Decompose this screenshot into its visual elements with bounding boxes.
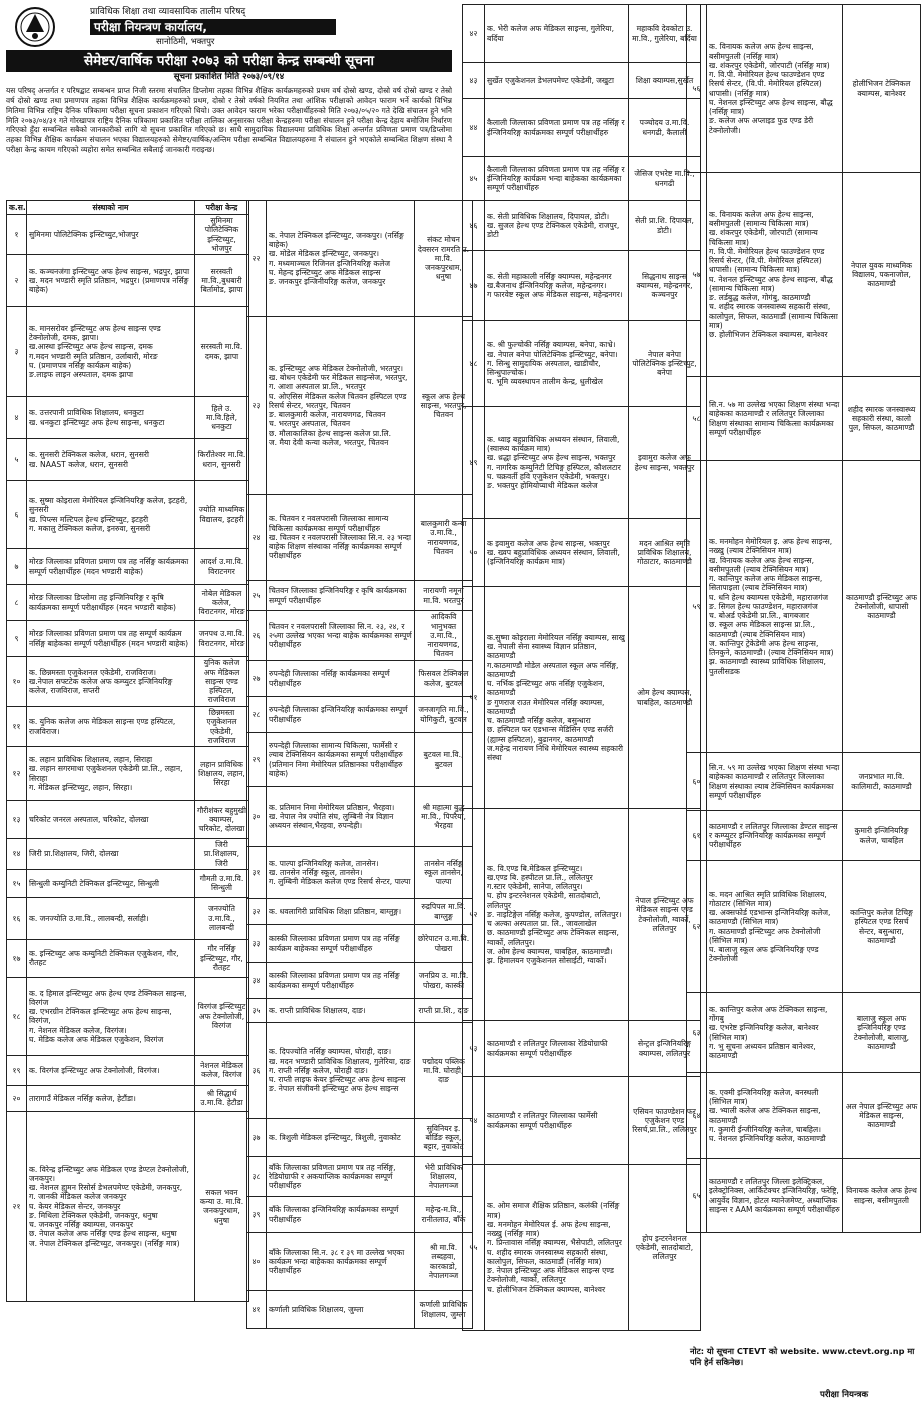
institution-name: काठमाण्डौ र ललितपुर जिल्ला इलेक्ट्रिकल, इलेक्ट्रोनिक्स, आर्किटेक्चर इन्जिनियरिङ्ग, फरेष्ट्रि, आयुर्वेद विज्ञान, होटल म्यानेजमेण्ट, अध्याप्लिक साइन्स र AAM कार्यक्रमका सम्पूर्ण परीक्षार्थीहरु: [707, 1159, 843, 1233]
exam-center: सेन्ट्रल इन्जिनियरिङ्ग क्याम्पस, ललितपुर: [629, 1021, 701, 1077]
exam-center: आदर्श उ.मा.वि. विराटनगर: [195, 549, 249, 585]
website-footnote: नोट: यो सूचना CTEVT को website. www.ctevt.org.np मा पनि हेर्न सकिनेछ।: [690, 1346, 915, 1368]
table-row: [247, 661, 473, 697]
table-row: [687, 993, 921, 1073]
serial-number: ४४: [463, 99, 485, 157]
institution-name: क. युनिक कलेज अफ मेडिकल साइन्स एण्ड हस्पिटल, राजविराज।: [27, 707, 195, 747]
exam-center: सिद्धनाथ साइन्स क्याम्पस, महेन्द्रनगर, कञ्चनपुर: [629, 251, 701, 321]
table-row: [7, 255, 249, 307]
institution-name: क. भेरी कलेज अफ मेडिकल साइन्स, गुलेरिया, बर्दिया: [485, 5, 629, 63]
table-row: [687, 1159, 921, 1233]
exam-center: ओम हेल्थ क्याम्पस, चाबहिल, काठमाण्डौ: [629, 587, 701, 809]
institution-name: क. विनायक कलेज अफ हेल्थ साइन्स, बसीमपुतली (नर्सिङ्ग मात्र) ख. शंकरपुर एकेडेमी, जोरपाटी (नर्सिङ्ग मात्र) ग. वि.पी. मेमोरियल हेल्थ फाउण्डेशन एण्ड रिसर्च सेन्टर, (वि.पी. मेमोरियल हस्पिटल) धापासी। (नर्सिङ्ग मात्र) घ. नेशनल इन्स्टिच्युट अफ हेल्थ साइन्स, बौद्ध (नर्सिङ्ग मात्र) ङ. कलेज अफ अप्लाइड फुड एण्ड डेरी टेक्नोलोजी।: [707, 5, 843, 173]
institution-name: क. विरगंज इन्स्टिच्युट अफ टेक्नोलोजी, विरगंज।: [27, 1055, 195, 1085]
institution-name: तारागाउँ मेडिकल नर्सिङ्ग कलेज, हेटौंडा।: [27, 1085, 195, 1111]
table-row: [7, 215, 249, 255]
exam-center: अल नेपाल इन्स्टिच्युट अफ मेडिकल साइन्स, काठमाण्डौ: [843, 1073, 921, 1159]
exam-center: छोरेपाटन उ.मा.वि. पोखरा: [415, 925, 473, 963]
exam-center: जनजागृति मा.वि., योगिकुटी, बुटवल: [415, 697, 473, 733]
table-row: [463, 407, 701, 519]
serial-number: ५७: [687, 173, 707, 377]
institution-name: क. कान्तिपुर कलेज अफ टेक्निकल साइन्स, गोंगबु ख. एभरेष्ट इन्जिनियरिङ्ग कलेज, बानेश्वर (सिभिल मात्र) ग. भु सूचना अध्ययन प्रतिष्ठान बानेश्वर, काठमाण्डौ: [707, 993, 843, 1073]
serial-number: ६४: [687, 1073, 707, 1159]
serial-number: ३३: [247, 925, 267, 963]
exam-center: नेशनल मेडिकल कलेज, विरगंज: [195, 1055, 249, 1085]
institution-name: कैलाली जिल्लाका प्रविणता प्रमाण पत्र तह नर्सिङ्ग र ईन्जिनियरिङ्ग कार्यक्रम भन्दा बाहेकका कार्यक्रमका सम्पूर्ण परीक्षार्थीहरु: [485, 157, 629, 201]
table-row: [7, 439, 249, 481]
exam-center: स्कूल अफ हेल्थ साइन्स, भरतपुर, चितवन: [415, 317, 473, 495]
table-row: [463, 1021, 701, 1077]
exam-center: इवामुरा कलेज अफ हेल्थ साइन्स, भक्तपुर: [629, 407, 701, 519]
institution-name: चितवन र नवलपरासी जिल्लाका सि.न. २३, २४, र २५मा उल्लेख भएका भन्दा बाहेक कार्यक्रमका सम्पूर्ण परीक्षार्थीहरु: [267, 611, 415, 661]
exam-center-table-column-4: [686, 4, 921, 1233]
exam-center: जनप्रिय उ. मा.वि. पोखरा, कास्की: [415, 963, 473, 999]
serial-number: ४९: [463, 407, 485, 519]
institution-name: क. सुष्मा कोइराला मेमोरियल इन्जिनियरिङ्ग कलेज, इटहरी, सुनसरी ख. पिप्ल्स मल्टिपल हेल्थ इन्स्टिच्युट, इटहरी ग. मकालु टेक्निकल कलेज, इनरुवा, सुनसरी: [27, 481, 195, 549]
institution-name: मोरङ जिल्लाका डिप्लोमा तह इन्जिनियरिङ्ग र कृषि कार्यक्रमका सम्पूर्ण परीक्षार्थीहरु (मदन भण्डारी बाहेक): [27, 585, 195, 621]
table-row: [7, 1055, 249, 1085]
office-name: परीक्षा नियन्त्रण कार्यालय,: [90, 19, 336, 35]
table-row: [247, 697, 473, 733]
table-row: [463, 809, 701, 1021]
table-row: [7, 657, 249, 707]
header-institution: संस्थाको नाम: [27, 201, 195, 215]
table-row: [247, 925, 473, 963]
ctevt-emblem-icon: [14, 6, 56, 48]
header-serial: क.स.: [7, 201, 27, 215]
exam-center: शहीद स्मारक जनस्वास्थ्य सहकारी संस्था, कालो पुल, सिफल, काठमाण्डौ: [843, 377, 921, 461]
institution-name: क. एक्मी इन्जिनियरिङ्ग कलेज, बनस्थली (सिभिल मात्र) ख. भ्याली कलेज अफ टेक्निकल साइन्स, काठमाण्डौ ग. कुमारी ईन्जीनियरिङ्ग कलेज, चाबहिल। घ. नेशनल इन्जिनियरिङ्ग कलेज, काठमाण्डौ: [707, 1073, 843, 1159]
institution-name: चरिकोट जनरल अस्पताल, चरिकोट, दोलखा: [27, 801, 195, 839]
table-row: [463, 99, 701, 157]
table-row: [247, 899, 473, 925]
institution-name: रुपन्देही जिल्लाका सामान्य चिकित्सा, फार्मेसी र ल्याब टेक्निसियन कार्यक्रमका सम्पूर्ण परीक्षार्थीहरु (प्रतिमान निमा मेमोरियल प्रतिष्ठानका परीक्षार्थीहरु बाहेक): [267, 733, 415, 787]
exam-center: पञ्चोदय उ.मा.वि. धनगढी, कैलाली: [629, 99, 701, 157]
table-row: [687, 377, 921, 461]
exam-center: श्री महात्मा बुद्ध मा.वि., पिपरैया, भैरहवा: [415, 787, 473, 847]
exam-center-table-column-2: [246, 200, 473, 1329]
table-row: [7, 897, 249, 939]
institution-name: क. चितवन र नवलपरासी जिल्लाका सामान्य चिकित्सा कार्यक्रमका सम्पूर्ण परीक्षार्थीहरु ख. चितवन र नवलपरासी जिल्लाका सि.न. २३ भन्दा बाहेक शिक्षण संस्थाका नर्सिङ्ग कार्यक्रमका सम्पूर्ण परीक्षार्थीहरु: [267, 495, 415, 581]
institution-name: क. कञ्चनजंगा इन्स्टिच्युट अफ हेल्थ साइन्स, भद्रपुर, झापा ख. मदन भण्डारी स्मृति प्रतिष्ठान, भद्रपुर। (प्रमाणपत्र नर्सिङ्ग बाहेक): [27, 255, 195, 307]
exam-center: छिन्नमस्ता एजुकेशनल एकेडेमी, राजविराज: [195, 707, 249, 747]
institution-name: क. लहान प्राविधिक शिक्षालय, लहान, सिराहा ख. लहान सगरमाथा एजुकेशनल एकेडेमी प्रा.लि., लहान, सिराहा ग. मेडिकल इन्स्टिच्युट, लहान, सिरहा।: [27, 747, 195, 801]
institution-name: क. श्री फुल्चोकी नर्सिङ्ग क्याम्पस, बनेपा, काभ्रे। ख. नेपाल बनेपा पोलिटेक्निक इन्स्टिच्युट, बनेपा। ग. सिन्धु सामुदायिक अस्पताल, खाडीचौर, सिन्धुपाल्चोक। घ. भूमि व्यवस्थापन तालीम केन्द्र, धुलीखेल: [485, 321, 629, 407]
serial-number: १२: [7, 747, 27, 801]
exam-center: होलीभिजन टेक्निकल क्याम्पस, बानेश्वर: [843, 5, 921, 173]
serial-number: ५८: [687, 377, 707, 461]
table-row: [463, 587, 701, 809]
serial-number: ३९: [247, 1197, 267, 1233]
exam-center: सकल भवन कन्या उ. मा.वि. जनकपुरधाम, धनुषा: [195, 1111, 249, 1301]
exam-center: विनायक कलेज अफ हेल्थ साइन्स, बसीमपुतली: [843, 1159, 921, 1233]
institution-name: क. राप्ती प्राविधिक शिक्षालय, दाङ।: [267, 999, 415, 1023]
exam-center: एसियन फाउण्डेशन फर एजुकेशन एण्ड रिसर्च,प्रा.लि., ललितपुर: [629, 1077, 701, 1165]
institution-name: क. उत्तरपानी प्राविधिक शिक्षालय, धनकुटा ख. धनकुटा इन्स्टिच्युट अफ हेल्थ साइन्स, धनकुटा: [27, 397, 195, 439]
serial-number: ५१: [463, 587, 485, 809]
institution-name: सिन्धुली कम्युनिटी टेक्निकल इन्स्टिच्युट, सिन्धुली: [27, 869, 195, 897]
serial-number: १: [7, 215, 27, 255]
exam-center: आदिकवि भानुभक्त उ.मा.वि., नारायणगढ, चितवन: [415, 611, 473, 661]
serial-number: २२: [247, 201, 267, 317]
table-row: [7, 939, 249, 977]
table-row: [247, 581, 473, 611]
exam-center: सरस्वती मा.वि. दमक, झापा: [195, 307, 249, 397]
institution-name: क. छिन्नमस्ता एजुकेशनल एकेडेमी, राजविराज। ख.नेपाल सफ्टटेक कलेज अफ कम्प्युटर इन्जिनियरिङ्ग कलेज, राजविराज, सप्तरी: [27, 657, 195, 707]
institution-name: बाँके जिल्लाका इन्जिनियरिङ्ग कार्यक्रमका सम्पूर्ण परीक्षार्थीहरु: [267, 1197, 415, 1233]
exam-center: कुमारी इन्जिनियरिङ्ग कलेज, चाबहिल: [843, 811, 921, 861]
institution-name: क. जनज्योति उ.मा.वि., लालबन्दी, सर्लाही।: [27, 897, 195, 939]
serial-number: २३: [247, 317, 267, 495]
exam-center: गौरीशंकर बहुमुखी क्याम्पस, चरिकोट, दोलखा: [195, 801, 249, 839]
exam-center: बालकुमारी कन्या उ.मा.वि., नारायणगढ, चितवन: [415, 495, 473, 581]
table-row: [247, 999, 473, 1023]
institution-name: क. पाल्पा इन्जिनियरिङ्ग कलेज, तानसेन। ख. तानसेन नर्सिङ्ग स्कूल, तानसेन। ग. लुम्बिनी मेडिकल कलेज एण्ड रिसर्च सेन्टर, पाल्पा: [267, 847, 415, 899]
exam-center: युनिक कलेज अफ मेडिकल साइन्स एण्ड हस्पिटल, राजविराज: [195, 657, 249, 707]
serial-number: १७: [7, 939, 27, 977]
serial-number: २१: [7, 1111, 27, 1301]
institution-name: रुपन्देही जिल्लाका नर्सिङ्ग कार्यक्रमका सम्पूर्ण परीक्षार्थीहरु: [267, 661, 415, 697]
table-row: [247, 317, 473, 495]
table-row: [7, 549, 249, 585]
serial-number: ४८: [463, 321, 485, 407]
exam-center: हिले उ. मा.वि.हिले, धनकुटा: [195, 397, 249, 439]
signoff: परीक्षा नियन्त्रक: [820, 1390, 869, 1400]
institution-name: क. द हिमाल इन्स्टिच्युट अफ हेल्थ एण्ड टेक्निकल साइन्स, विरगंज ख. एभरग्रीन टेक्निकल इन्स्टिच्युट अफ हेल्थ साइन्स, विरगंज, ग. नेशनल मेडिकल कलेज, विरगंज। घ. मेडिक कलेज अफ मेडिकल एजुकेशन, विरगंज: [27, 977, 195, 1055]
exam-center: श्री सिद्धार्थ उ.मा.वि. हेटौडा: [195, 1085, 249, 1111]
serial-number: ४५: [463, 157, 485, 201]
exam-center: होप इन्टरनेशनल एकेडेमी, सातदोबाटो, ललितपुर: [629, 1165, 701, 1331]
header-exam-center: परीक्षा केन्द्र: [195, 201, 249, 215]
serial-number: २४: [247, 495, 267, 581]
table-row: [7, 307, 249, 397]
serial-number: ३: [7, 307, 27, 397]
table-row: [687, 173, 921, 377]
institution-name: क. प्रतिमान निमा मेमोरियल प्रतिष्ठान, भैरहवा। ख. नेपाल नेत्र ज्योति संघ, लुम्बिनी नेत्र विज्ञान अध्ययन संस्थान,भैरहवा, रुपन्देही।: [267, 787, 415, 847]
exam-center: सुविनियर इ. बोर्डिङ स्कूल, बट्टार, नुवाकोट: [415, 1119, 473, 1157]
serial-number: ६३: [687, 993, 707, 1073]
institution-name: क. मदन आश्रित स्मृति प्राविधिक शिक्षालय, गोठाटार (सिभिल मात्र) ख. अक्सफोर्ड एडभान्स इन्जिनियरिङ्ग कलेज, काठमाण्डौ (सिभिल मात्र) ग. काठमाण्डौ इन्स्टिच्युट अफ टेक्नोलोजी (सिभिल मात्र) घ. बालाजु स्कूल अफ इन्जिनियरिङ्ग एण्ड टेक्नोलोजी: [707, 861, 843, 993]
institution-name: सि.न. ५७ मा उल्लेख भएका शिक्षण संस्था भन्दा बाहेकका काठमाण्डौ र ललितपुर जिल्लाका शिक्षण संस्थाका सामान्य चिकित्सा कार्यक्रमका सम्पूर्ण परीक्षार्थीहरु: [707, 377, 843, 461]
institution-name: रुपन्देही जिल्लाका इन्जिनियरिङ्ग कार्यक्रमका सम्पूर्ण परीक्षार्थीहरु: [267, 697, 415, 733]
exam-center: महाकवि देवकोटा उ. मा.वि., गुलेरिया, बर्दिया: [629, 5, 701, 63]
exam-center: शिक्षा क्याम्पस,सुर्खेत: [629, 63, 701, 99]
institution-name: बाँके जिल्लाका सि.न. ३८ र ३९ मा उल्लेख भएका कार्यक्रम भन्दा बाहेकका कार्यक्रमका सम्पूर्ण परीक्षार्थीहरु: [267, 1233, 415, 1291]
serial-number: १५: [7, 869, 27, 897]
table-row: [7, 977, 249, 1055]
exam-center: नारायणी नमूना मा.वि. भरतपुर: [415, 581, 473, 611]
serial-number: १३: [7, 801, 27, 839]
serial-number: २५: [247, 581, 267, 611]
exam-center: जनज्योति उ.मा.वि., लालबन्दी: [195, 897, 249, 939]
table-row: [7, 869, 249, 897]
exam-center: गौर नर्सिङ्ग इन्स्टिच्युट, गौर, रौतहट: [195, 939, 249, 977]
table-row: [463, 1165, 701, 1331]
table-row: [463, 1077, 701, 1165]
serial-number: ५: [7, 439, 27, 481]
exam-center: नेपाल इन्स्टिच्युट अफ मेडिकल साइन्स एण्ड टेक्नोलोजी, ग्वार्को, ललितपुर: [629, 809, 701, 1021]
table-row: [7, 801, 249, 839]
table-row: [247, 847, 473, 899]
institution-name: मोरङ जिल्लाका प्रविणता प्रमाण पत्र तह नर्सिङ्ग कार्यक्रमका सम्पूर्ण परीक्षार्थीहरु (मदन भण्डारी बाहेक): [27, 549, 195, 585]
table-row: [247, 1119, 473, 1157]
institution-name: क.सुष्मा कोइराला मेमोरियल नर्सिङ्ग क्याम्पस, साखु ख. नेपाली सेना स्वास्थ्य विज्ञान प्रतिष्ठान, काठमाण्डौ ग.काठमाण्डौ मोडेल अस्पताल स्कूल अफ नर्सिङ्ग, काठमाण्डौ घ. नर्भिक इन्स्टिच्युट अफ नर्सिङ्ग एजुकेशन, काठमाण्डौ ङ गुणराज राउत मेमोरियल नर्सिङ्ग क्याम्पस, काठमाण्डौ च. काठमाण्डौ नर्सिङ्ग कलेज, बसुन्धारा छ. हस्पिटल फर एडभान्स मेडिसिन एण्ड सर्जरी (ह्याम्स हस्पिटल), बुढानगर, काठमाण्डौ ज.महेन्द्र नारायण निधि मेमोरियल स्वास्थ्य सहकारी संस्था: [485, 587, 629, 809]
serial-number: ९: [7, 621, 27, 657]
publish-date: सूचना प्रकाशित मिति २०७३/०९/१४: [173, 72, 285, 82]
exam-center: मदन आश्रित स्मृति प्राविधिक शिक्षालय, गोठाटार, काठमाण्डौ: [629, 519, 701, 587]
table-row: [463, 5, 701, 63]
table-row: [247, 733, 473, 787]
table-row: [7, 1085, 249, 1111]
institution-name: क. नेपाल टेक्निकल इन्स्टिच्युट, जनकपुर। (नर्सिङ्ग बाहेक) ख. मोडेल मेडिकल इन्स्टिच्युट, जनकपुर। ग. मध्यमाञ्चल रिजिनल इन्जिनियरिङ्ग कलेज घ. मेहन्द इन्स्टिच्युट अफ मेडिकल साइन्स ङ. जनकपुर इन्जिनीयरिङ्ग कलेज, जनकपुर: [267, 201, 415, 317]
table-row: [247, 495, 473, 581]
notice-header: [6, 4, 452, 76]
institution-name: क. ओम समाज शैक्षिक प्रतिष्ठान, कलंकी (नर्सिङ्ग मात्र) ख. मनमोहन मेमोरियल ई. अफ हेल्थ साइन्स, नख्खु (नर्सिङ्ग मात्र) ग. प्रिन्तावास नर्सिङ्ग क्याम्पस, भैसेपाटी, ललितपुर घ. शहीद स्मारक जनस्वास्थ्य सहकारी संस्था, कालोपुल, सिफल, काठमाडौं (नर्सिङ्ग मात्र) ङ. नेपाल इन्स्टिच्युट अफ मेडिकल साइन्स एण्ड टेक्नोलोजी, ग्वार्को, ललितपुर च. होलीभिजन टेक्निकल क्याम्पस, बानेश्वर: [485, 1165, 629, 1331]
institution-name: सि.न. ५९ मा उल्लेख भएका शिक्षण संस्था भन्दा बाहेकका काठमाण्डौ र ललितपुर जिल्लाका शिक्षण संस्थाका ल्याब टेक्निसियन कार्यक्रमका सम्पूर्ण परीक्षार्थीहरु: [707, 753, 843, 811]
exam-center: जनप्रभात मा.वि. कालिमाटी, काठमाण्डौ: [843, 753, 921, 811]
exam-center: श्री मा.वि. लब्दहवा, कारकाडो, नेपालगञ्ज: [415, 1233, 473, 1291]
serial-number: ५२: [463, 809, 485, 1021]
table-row: [687, 5, 921, 173]
exam-center: तानसेन नर्सिङ्ग स्कूल तानसेन, पाल्पा: [415, 847, 473, 899]
table-row: [247, 1197, 473, 1233]
table-row: [7, 747, 249, 801]
serial-number: ६०: [687, 753, 707, 811]
institution-name: क. त्रिशुली मेडिकल इन्स्टिच्युट, त्रिशुली, नुवाकोट: [267, 1119, 415, 1157]
serial-number: ३५: [247, 999, 267, 1023]
exam-center: रुद्रपिपल मा.वि. बाग्लुङ्ग: [415, 899, 473, 925]
exam-center: विरगंज इन्स्टिच्युट अफ टेक्नोलोजी, विरगंज: [195, 977, 249, 1055]
serial-number: ४३: [463, 63, 485, 99]
exam-center: नेपाल युवक माध्यमिक विद्यालय, पकनाजोल, काठमाण्डौ: [843, 173, 921, 377]
institution-name: सुमिनमा पोलिटेक्निक इन्स्टिच्युट,भोजपुर: [27, 215, 195, 255]
exam-center: महेन्द्र-म.वि., रानीतलाउ, बाँके: [415, 1197, 473, 1233]
exam-center: गौमती उ.मा.वि. सिन्धुली: [195, 869, 249, 897]
exam-center: जिरी प्रा.शिक्षालय, जिरी: [195, 839, 249, 870]
institution-name: क. विनायक कलेज अफ हेल्थ साइन्स, बसीमपुतली (सामान्य चिकित्सा मात्र) ख. शंकरपुर एकेडेमी, जोरपाटी (सामान्य चिकित्सा मात्र) ग. वि.पी. मेमोरियल हेल्थ फाउण्डेशन एण्ड रिसर्च सेन्टर, (वि.पी. मेमोरियल हस्पिटल) धापासी। (सामान्य चिकित्सा मात्र) घ. नेशनल इन्स्टिच्युट अफ हेल्थ साइन्स, बौद्ध (सामान्य चिकित्सा मात्र) ङ. लर्डबुद्ध कलेज, गोगंबु, काठमाण्डौ च. शहीद स्मारक जनस्वास्थ्य सहकारी संस्था, कालोपुल, सिफल, काठमाडौं (सामान्य चिकित्सा मात्र) छ. होलीभिजन टेक्निकल क्याम्पस, बानेश्वर: [707, 173, 843, 377]
notice-title: सेमेष्टर/वार्षिक परीक्षा २०७३ को परीक्षा केन्द्र सम्बन्धी सूचना: [6, 50, 452, 72]
institution-name: क. थ्वाइ बहुप्राविधिक अध्ययन संस्थान, लिवाली, (स्वास्थ्य कार्यक्रम मात्र) ख. थ्रद्धा इन्स्टिच्युट अफ हेल्थ साइन्स, भक्तपुर ग. नागरिक कम्युनिटी टिचिङ्ग हस्पिटल, कौशलटार घ. चक्रवर्ती हवि एजुकेशन एकेडेमी, भक्तपुर। ङ. भक्तपुर होमियोप्याथी मेडिकल कलेज: [485, 407, 629, 519]
exam-center: कान्तिपुर कलेज टिचिङ्ग हस्पिटल एण्ड रिसर्च सेन्टर, बसुन्धारा, काठमाण्डौ: [843, 861, 921, 993]
serial-number: २०: [7, 1085, 27, 1111]
table-row: [463, 201, 701, 251]
exam-center-table-column-3: [462, 4, 701, 1331]
table-row: [7, 397, 249, 439]
institution-name: कास्की जिल्लाका प्रविणता प्रमाण पत्र तह नर्सिङ्ग कार्यक्रम बाहेकका सम्पूर्ण परीक्षार्थीहरु: [267, 925, 415, 963]
table-row: [463, 63, 701, 99]
institution-name: क. सेती महाकाली नर्सिङ्ग क्याम्पस, महेन्द्रनगर ख.बैजनाथ ईन्जिनियरिङ्ग कलेज, महेन्द्रनगर। ग फारवेष्ट स्कूल अफ मेडिकल साइन्स, महेन्द्रनगर।: [485, 251, 629, 321]
institution-name: क. सुनसरी टेक्निकल कलेज, धरान, सुनसरी ख. NAAST कलेज, धरान, सुनसरी: [27, 439, 195, 481]
exam-center: काठमाण्डौ इन्स्टिच्युट अफ टेक्नोलोजी, धापासी काठमाण्डौ: [843, 461, 921, 753]
serial-number: २७: [247, 661, 267, 697]
serial-number: ५३: [463, 1021, 485, 1077]
institution-name: काठमाण्डौ र ललितपुर जिल्लाका रेडियोग्राफी कार्यक्रमका सम्पूर्ण परीक्षार्थीहरु: [485, 1021, 629, 1077]
institution-name: काठमाण्डौ र ललितपुर जिल्लाका फार्मेसी कार्यक्रमका सम्पूर्ण परीक्षार्थीहरु: [485, 1077, 629, 1165]
serial-number: ४०: [247, 1233, 267, 1291]
serial-number: ५९: [687, 461, 707, 753]
institution-name: जिरी प्रा.शिक्षालय, जिरी, दोलखा: [27, 839, 195, 870]
exam-center-table-column-1: [6, 200, 249, 1302]
serial-number: ४: [7, 397, 27, 439]
serial-number: ३६: [247, 1023, 267, 1119]
table-row: [247, 611, 473, 661]
institution-name: कैलाली जिल्लाका प्रविणता प्रमाण पत्र तह नर्सिङ्ग र ईन्जिनियरिङ्ग कार्यक्रमका सम्पूर्ण परीक्षार्थीहरु: [485, 99, 629, 157]
intro-paragraph: यस परिषद् अन्तर्गत र परिषद्बाट सम्बन्धन प्राप्त निजी स्तरमा संचालित डिप्लोमा तहका विभिन्न शैक्षिक कार्यक्रमहरुको प्रथम वर्ष दोस्रो खण्ड, दोस्रो वर्ष दोस्रो खण्ड र तेस्रो वर्ष दोस्रो खण्ड तथा प्रमाणपत्र तहका विभिन्न शैक्षिक कार्यक्रमहरुको प्रथम, दोस्रो र तेस्रो वर्षको नियमित तथा आंशिक परीक्षाको आवेदन फाराम भर्ने कार्यको विभिन्न मितिमा विभिन्न राष्ट्रिय दैनिक पत्रिकामा परीक्षा सूचना प्रकाशन गरिएको थियो। उक्त आवेदन फाराम भरेका परीक्षार्थीहरुको मिति २०७३/०५/२० गते देखि संचालन हुने भनि मिति २०७३/०४/३१ गते गोरखापत्र राष्ट्रिय दैनिक पत्रिकामा प्रकाशित परीक्षा तालिका अनुसारका परीक्षा केन्द्रहरुमा परीक्षा संचालन हुने परीक्षा केन्द्र देहाय बमोजिम निर्धारण गरिएको हुँदा सम्बन्धित सबैको जानकारीको लागि यो सूचना प्रकाशित गरिएको छ। साथै सामुदायिक विद्यालयमा प्राविधिक शिक्षा अन्तर्गत प्रविणता प्रमाण पत्र/डिप्लोमा तहका विभिन्न शैक्षिक कार्यक्रम संचालन भएका विद्यालयहरुको सेमेष्टर/वार्षिक/अन्तिम परीक्षा सम्बन्धित विद्यालयहरुमा नै संचालन हुने भएकोले सम्बन्धित शिक्षण संस्था नै परीक्षा केन्द्र कायम गरिएको व्यहोरा समेत सम्बन्धित सबैलाई जानकारी गराइन्छ।: [6, 86, 452, 155]
serial-number: १०: [7, 657, 27, 707]
exam-center: जनपथ उ.मा.वि. विराटनगर, मोरङ: [195, 621, 249, 657]
exam-center: किराँतेश्वर मा.वि. धरान, सुनसरी: [195, 439, 249, 481]
exam-center: पद्मोदय पब्लिक मा.वि. घोराही, दाङ: [415, 1023, 473, 1119]
serial-number: ४१: [247, 1291, 267, 1329]
serial-number: १६: [7, 897, 27, 939]
institution-name: बाँके जिल्लाका प्रविणता प्रमाण पत्र तह नर्सिङ्ग, रेडियोग्राफी र अकयाप्लिक कार्यक्रमका सम्पूर्ण परीक्षार्थीहरु: [267, 1157, 415, 1197]
exam-center: नेपाल बनेपा पोलिटेक्निक इन्स्टिच्युट, बनेपा: [629, 321, 701, 407]
serial-number: २: [7, 255, 27, 307]
exam-center: बालाजु स्कूल अफ इन्जिनियरिङ्ग एण्ड टेक्नोलोजी, बालाजु, काठमाण्डौ: [843, 993, 921, 1073]
table-row: [687, 811, 921, 861]
exam-center: राप्ती प्रा.शि., दाङ: [415, 999, 473, 1023]
exam-center: नोबेल मेडिकल कलेज, विराटनगर, मोरङ: [195, 585, 249, 621]
table-row: [7, 1111, 249, 1301]
exam-center: जेसिज एभरेष्ट मा.वि., धनगढी: [629, 157, 701, 201]
table-row: [247, 787, 473, 847]
table-row: [7, 707, 249, 747]
serial-number: ६२: [687, 861, 707, 993]
table-row: [247, 1023, 473, 1119]
serial-number: ३२: [247, 899, 267, 925]
institution-name: क. मनमोहन मेमोरियल इ. अफ हेल्थ साइन्स, नख्खु (ल्याब टेक्निसियन मात्र) ख. विनायक कलेज अफ हेल्थ साइन्स, बसीमपुतली (ल्याब टेक्निसियन मात्र) ग. कान्तिपुर कलेज अफ मेडिकल साइन्स, सितापाइला (ल्याब टेक्निसियन मात्र) घ. धनि हेल्थ क्याम्पस एकेडेमी, महाराजगंज ङ. सिगल हेल्थ फाउण्डेशन, महाराजगंज च. बोअर्ड एकेडेमी प्रा.लि., बागबजार छ. स्कूल अफ मेडिकल साइन्स प्रा.लि., काठमाण्डौ (ल्याब टेक्निसियन मात्र) ज. कान्तिपुर ट्रेकेडेमी अफ हेल्थ साइन्स, तिनकुने, काठमाण्डौ। (ल्याब टेक्निसियन मात्र) झ. काठमाण्डौ स्वास्थ्य प्राविधिक शिक्षालय, पुतलीसडक: [707, 461, 843, 753]
institution-name: काठमाण्डौ र ललितपुर जिल्लाका डेण्टल साइन्स र कम्प्युटर इन्जिनियरिङ्ग कार्यक्रमका सम्पूर्ण परीक्षार्थीहरु: [707, 811, 843, 861]
serial-number: ११: [7, 707, 27, 747]
exam-center: कर्णाली प्राविधिक शिक्षालय, जुम्ला: [415, 1291, 473, 1329]
serial-number: १४: [7, 839, 27, 870]
institution-name: क. इन्स्टिच्युट अफ मेडिकल टेक्नोलोजी, भरतपुर। ख. बोधन एकेडेमी फर मेडिकल साइन्सेज, भरतपुर, ग. आशा अस्पताल प्रा.लि., भरतपुर घ. ओएसिस मेडिकल कलेज चितवन हस्पिटल एण्ड रिसर्च सेन्टर, भरतपुर, चितवन ङ. बालकुमारी कलेज, नारायणगढ, चितवन च. भरतपुर अस्पताल, चितवन छ. मौलाकालिका हेल्थ साइन्स कलेज प्रा.लि. ज. मैया देवी कन्या कलेज, भरतपुर, चितवन: [267, 317, 415, 495]
table-row: [247, 1157, 473, 1197]
exam-center: सेती प्रा.शि. दिपायल, डोटी।: [629, 201, 701, 251]
serial-number: ३१: [247, 847, 267, 899]
exam-center: ज्योति माध्यमिक विद्यालय, इटहरी: [195, 481, 249, 549]
table-row: [7, 585, 249, 621]
serial-number: ५०: [463, 519, 485, 587]
institution-name: सुर्खेत एजुकेशनल डेभलपमेण्ट एकेडेमी, जखुटा: [485, 63, 629, 99]
institution-name: क. दिपज्योति नर्सिङ्ग क्याम्पस, घोराही, दाङ। ख. मदन भण्डारी प्राविधिक शिक्षालय, गुलेरिया, दाङ ग. राप्ती नर्सिङ्ग कलेज, घोराही दाङ। घ. राप्ती लाइफ केयर इन्स्टिच्युट अफ हेल्थ साइन्स ङ. नेपाल संजीवनी इन्स्टिच्युट अफ हेल्थ साइन्स: [267, 1023, 415, 1119]
table-row: [7, 621, 249, 657]
office-address: सानोठिमी, भक्तपुर: [156, 37, 215, 47]
institution-name: कास्की जिल्लाका प्रविणता प्रमाण पत्र तह नर्सिङ्ग कार्यक्रमका सम्पूर्ण परीक्षार्थीहरु: [267, 963, 415, 999]
serial-number: ४७: [463, 251, 485, 321]
serial-number: ५६: [687, 5, 707, 173]
serial-number: ५५: [463, 1165, 485, 1331]
table-row: [247, 963, 473, 999]
table-row: [247, 1233, 473, 1291]
table-row: [463, 321, 701, 407]
exam-center: फिसवल टेक्निकल कलेज, बुटवल: [415, 661, 473, 697]
institution-name: क इवामुरा कलेज अफ हेल्थ साइन्स, भक्तपुर ख. ख्वप बहुप्राविधिक अध्ययन संस्थान, लिवाली, (इन्जिनियरिङ्ग कार्यक्रम मात्र): [485, 519, 629, 587]
institution-name: क. सेती प्राविधिक शिक्षालय, दिपायल, डोटी। ख. सुजल हेल्थ एण्ड टेक्निकल एकेडेमी, राजपुर, डोटी: [485, 201, 629, 251]
institution-name: क. वि.एण्ड बि.मेडिकल इन्स्टिच्युट। ख.एण्ड बि. हस्पीटल प्रा.लि., ललितपुर ग.स्टार एकेडेमी, सानेपा, ललितपुर। घ. होप इन्टरनेशनल एकेडेमी, सातदोबाटो, ललितपुर ङ. नाइटिङ्गेल नर्सिङ्ग कलेज, कुपण्डोल, ललितपुर। च अल्का अस्पताल प्रा. लि., जावलाखेल छ. काठमाण्डौ इन्स्टिच्युट अफ टेक्निकल साइन्स, ग्वार्को, ललितपुर। ज. ओम हेल्थ क्याम्पस, चाबहिल, काठमाण्डौ। झ. हिमालयन एजुकेशनल सोसाईटी, ग्वार्को।: [485, 809, 629, 1021]
serial-number: २९: [247, 733, 267, 787]
table-row: [687, 461, 921, 753]
serial-number: ३८: [247, 1157, 267, 1197]
table-row: [687, 753, 921, 811]
serial-number: २६: [247, 611, 267, 661]
table-row: [247, 1291, 473, 1329]
exam-center: सरस्वती मा.वि.,बुधबारी बिर्तामोड, झापा: [195, 255, 249, 307]
exam-center: सुमिनमा पोलिटेक्निक इन्स्टिच्युट, भोजपुर: [195, 215, 249, 255]
serial-number: ६: [7, 481, 27, 549]
serial-number: ४६: [463, 201, 485, 251]
table-row: [463, 251, 701, 321]
serial-number: ५४: [463, 1077, 485, 1165]
table-row: [463, 157, 701, 201]
institution-name: क. मानसरोवर इन्स्टिच्युट अफ हेल्थ साइन्स एण्ड टेक्नोलोजी, दमक, झापा। ख.आस्था इन्स्टिच्युट अफ हेल्थ साइन्स, दमक ग.मदन भण्डारी स्मृति प्रतिष्ठान, उर्लाबारी, मोरङ घ. (प्रमाणपत्र नर्सिङ्ग कार्यक्रम बाहेक) ङ.लाइफ लाइन अस्पताल, दमक झापा: [27, 307, 195, 397]
institution-name: मोरङ जिल्लाका प्रविणता प्रमाण पत्र तह सम्पूर्ण कार्यक्रम नर्सिङ्ग बाहेकका सम्पूर्ण परीक्षार्थीहरु (मदन भण्डारी बाहेक): [27, 621, 195, 657]
exam-center: भेरी प्राविधिक शिक्षालय, नेपालगञ्ज: [415, 1157, 473, 1197]
serial-number: ४२: [463, 5, 485, 63]
institution-name: कर्णाली प्राविधिक शिक्षालय, जुम्ला: [267, 1291, 415, 1329]
serial-number: ७: [7, 549, 27, 585]
serial-number: ३७: [247, 1119, 267, 1157]
serial-number: १९: [7, 1055, 27, 1085]
exam-center: बुटवल मा.वि., बुटवल: [415, 733, 473, 787]
serial-number: ३४: [247, 963, 267, 999]
table-row: [247, 201, 473, 317]
table-row: [7, 839, 249, 870]
table-row: [687, 1073, 921, 1159]
institution-name: क. विरेन्द्र इन्स्टिच्युट अफ मेडिकल एण्ड डेण्टल टेक्नोलोजी, जनकपुर। ख. नेशनल ह्युमन रिसोर्स डेभलपमेण्ट एकेडेमी, जनकपुर, ग. जानकी मेडिकल कलेज जनकपुर घ. केयर मेडिकल सेन्टर, जनकपुर ङ. मिथिला टेक्निकल एकेडेमी, जनकपुर, धनुषा च. जनकपुर नर्सिङ्ग क्याम्पस, जनकपुर छ. नेपाल कलेज अफ नर्सिङ्ग एण्ड हेल्थ साइन्स, धनुषा ज. नेपाल टेक्निकल इन्स्टिच्युट, जनकपुर। (नर्सिङ्ग मात्र): [27, 1111, 195, 1301]
exam-center: संकट मोचन देवसरन रामरति उ. मा.वि. जनकपुरधाम, धनुषा: [415, 201, 473, 317]
serial-number: ६१: [687, 811, 707, 861]
serial-number: ३०: [247, 787, 267, 847]
serial-number: ६५: [687, 1159, 707, 1233]
serial-number: ८: [7, 585, 27, 621]
institution-name: क. इन्स्टिच्युट अफ कम्युनिटी टेक्निकल एजुकेशन, गौर, रौतहट: [27, 939, 195, 977]
serial-number: १८: [7, 977, 27, 1055]
serial-number: २८: [247, 697, 267, 733]
institution-name: क. धवलागिरी प्राविधिक शिक्षा प्रतिष्ठान, बाग्लुङ्ग।: [267, 899, 415, 925]
table-row: [687, 861, 921, 993]
exam-center: लहान प्राविधिक शिक्षालय, लहान, सिरहा: [195, 747, 249, 801]
table-row: [7, 481, 249, 549]
table-row: [463, 519, 701, 587]
institution-name: चितवन जिल्लाका इन्जिनियरिङ्ग र कृषि कार्यक्रमका सम्पूर्ण परीक्षार्थीहरु: [267, 581, 415, 611]
council-name: प्राविधिक शिक्षा तथा व्यावसायिक तालीम परिषद्: [90, 7, 246, 17]
